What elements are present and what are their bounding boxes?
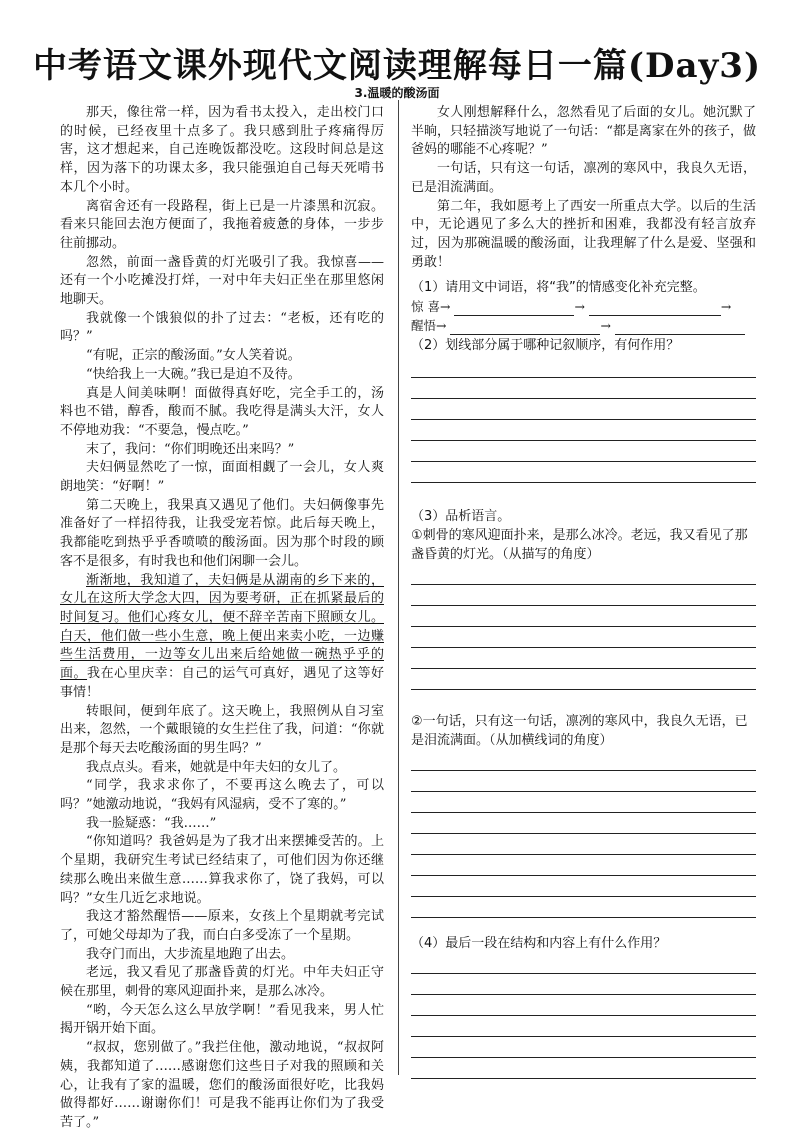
emotion-blank-2[interactable] xyxy=(589,301,721,316)
story-title: 3.温暖的酸汤面 xyxy=(354,86,440,100)
story-paragraph: 末了，我问：“你们明晚还出来吗？” xyxy=(86,441,295,457)
story-paragraph: “你知道吗？我爸妈是为了我才出来摆摊受苦的。上个星期，我研究生考试已经结束了，可他们因为你还继续那么晚出来做生意……算我求你了，饶了我妈，可以吗？”女生几近乞求地说。 xyxy=(60,834,384,906)
question-4: （4）最后一段在结构和内容上有什么作用？ xyxy=(411,936,667,952)
emotion-chain-row-2 xyxy=(411,317,756,335)
story-column-right xyxy=(411,104,756,1079)
story-paragraph: 夫妇俩显然吃了一惊，面面相觑了一会儿，女人爽朗地笑：“好啊！” xyxy=(60,460,384,495)
story-paragraph: “叔叔，您别做了。”我拦住他，激动地说，“叔叔阿姨，我都知道了……感谢您们这些日子对我的照顾和关心，让我有了家的温暖，您们的酸汤面很好吃，比我妈做得都好……谢谢你们！可是我不能再让你们为了我受苦了。” xyxy=(60,1040,384,1130)
answer-area-2[interactable] xyxy=(411,377,756,483)
question-3-part-1: ①刺骨的寒风迎面扑来，是那么冰冷。老远，我又看见了那盏昏黄的灯光。（从描写的角度） xyxy=(411,528,748,563)
arrow: → xyxy=(720,299,732,315)
story-paragraph: 忽然，前面一盏昏黄的灯光吸引了我。我惊喜——还有一个小吃摊没打烊，一对中年夫妇正坐在那里悠闲地聊天。 xyxy=(60,254,384,308)
story-paragraph: 那天，像往常一样，因为看书太投入，走出校门口的时候，已经夜里十点多了。我只感到肚子疼痛得厉害，这才想起来，自己连晚饭都没吃。这段时间总是这样，因为落下的功课太多，我只能强迫自己每天死啃书本几个小时。 xyxy=(60,105,384,195)
answer-area-3-1[interactable] xyxy=(411,584,756,690)
column-divider xyxy=(398,100,399,1075)
story-paragraph: “同学，我求求你了，不要再这么晚去了，可以吗？”她激动地说，“我妈有风湿病，受不了寒的。” xyxy=(60,778,384,813)
emotion-blank-4[interactable] xyxy=(615,320,745,335)
story-paragraph: 第二年，我如愿考上了西安一所重点大学。以后的生活中，无论遇见了多么大的挫折和困难，我都没有轻言放弃过，因为那碗温暖的酸汤面，让我理解了什么是爱、坚强和勇敢！ xyxy=(411,198,756,270)
question-3: （3）品析语言。 xyxy=(411,509,511,525)
question-1: （1）请用文中词语，将“我”的情感变化补充完整。 xyxy=(411,280,706,296)
emotion-blank-3[interactable] xyxy=(450,320,600,335)
story-paragraph: “有呢，正宗的酸汤面。”女人笑着说。 xyxy=(86,348,301,364)
story-paragraph: 离宿舍还有一段路程，街上已是一片漆黑和沉寂。看来只能回去泡方便面了，我拖着疲惫的身体，一步步往前挪动。 xyxy=(60,198,384,251)
question-3-part-2: ②一句话，只有这一句话，凛冽的寒风中，我良久无语，已是泪流满面。（从加横线词的角度） xyxy=(411,714,748,749)
underlined-passage: 渐渐地，我知道了，夫妇俩是从湖南的乡下来的，女儿在这所大学念大四，因为要考研，正在抓紧最后的时间复习。他们心疼女儿，便不辞辛苦南下照顾女儿。白天，他们做一些小生意，晚上便出来卖小吃，一边赚些生活费用，一边等女儿出来后给她做一碗热乎乎的面。 xyxy=(60,572,384,682)
story-paragraph: 我一脸疑惑：“我……” xyxy=(86,815,217,831)
story-paragraph: 我这才豁然醒悟——原来，女孩上个星期就考完试了，可她父母却为了我，而白白多受冻了一个星期。 xyxy=(60,909,384,943)
story-paragraph: 我夺门而出，大步流星地跑了出去。 xyxy=(86,946,295,962)
question-2: （2）划线部分属于哪种记叙顺序，有何作用？ xyxy=(411,338,680,354)
underlined-passage-tail: 我在心里庆幸：自己的运气可真好，遇见了这等好事情！ xyxy=(60,666,384,700)
story-paragraph: 转眼间，便到年底了。这天晚上，我照例从自习室出来，忽然，一个戴眼镜的女生拦住了我，问道：“你就是那个每天去吃酸汤面的男生吗？” xyxy=(60,703,384,756)
emotion-chain-row-1 xyxy=(411,298,756,316)
story-paragraph: “哟，今天怎么这么早放学啊！”看见我来，男人忙揭开锅开始下面。 xyxy=(60,1002,384,1037)
arrow: → xyxy=(574,299,585,315)
story-paragraph: 真是人间美味啊！面做得真好吃，完全手工的，汤料也不错，醇香，酸而不腻。我吃得是满头大汗，女人不停地劝我：“不要急，慢点吃。” xyxy=(60,385,384,438)
arrow: → xyxy=(600,318,611,334)
answer-area-3-2[interactable] xyxy=(411,770,756,918)
page-title: 中考语文课外现代文阅读理解每日一篇(Day3) xyxy=(32,46,762,86)
story-column-left xyxy=(60,104,384,1133)
answer-area-4[interactable] xyxy=(411,973,756,1079)
emotion-start: 惊 喜→ xyxy=(411,299,451,315)
story-paragraph: 女人刚想解释什么，忽然看见了后面的女儿。她沉默了半晌，只轻描淡写地说了一句话：“都是离家在外的孩子，做爸妈的哪能不心疼呢？” xyxy=(411,105,756,158)
story-paragraph: “快给我上一大碗。”我已是迫不及待。 xyxy=(86,366,301,382)
story-paragraph: 一句话，只有这一句话，凛冽的寒风中，我良久无语，已是泪流满面。 xyxy=(411,161,756,195)
story-paragraph: 我就像一个饿狼似的扑了过去：“老板，还有吃的吗？” xyxy=(60,310,384,345)
story-paragraph: 老远，我又看见了那盏昏黄的灯光。中年夫妇正守候在那里，刺骨的寒风迎面扑来，是那么冰冷。 xyxy=(60,965,384,1000)
emotion-awaken: 醒悟→ xyxy=(411,318,447,334)
emotion-blank-1[interactable] xyxy=(454,301,574,316)
story-paragraph: 我点点头。看来，她就是中年夫妇的女儿了。 xyxy=(86,759,347,775)
story-paragraph: 第二天晚上，我果真又遇见了他们。夫妇俩像事先准备好了一样招待我，让我受宠若惊。此后每天晚上，我都能吃到热乎乎香喷喷的酸汤面。因为那个时段的顾客不是很多，有时我也和他们闲聊一会儿。 xyxy=(60,497,384,569)
story-paragraph-underlined xyxy=(60,572,384,703)
